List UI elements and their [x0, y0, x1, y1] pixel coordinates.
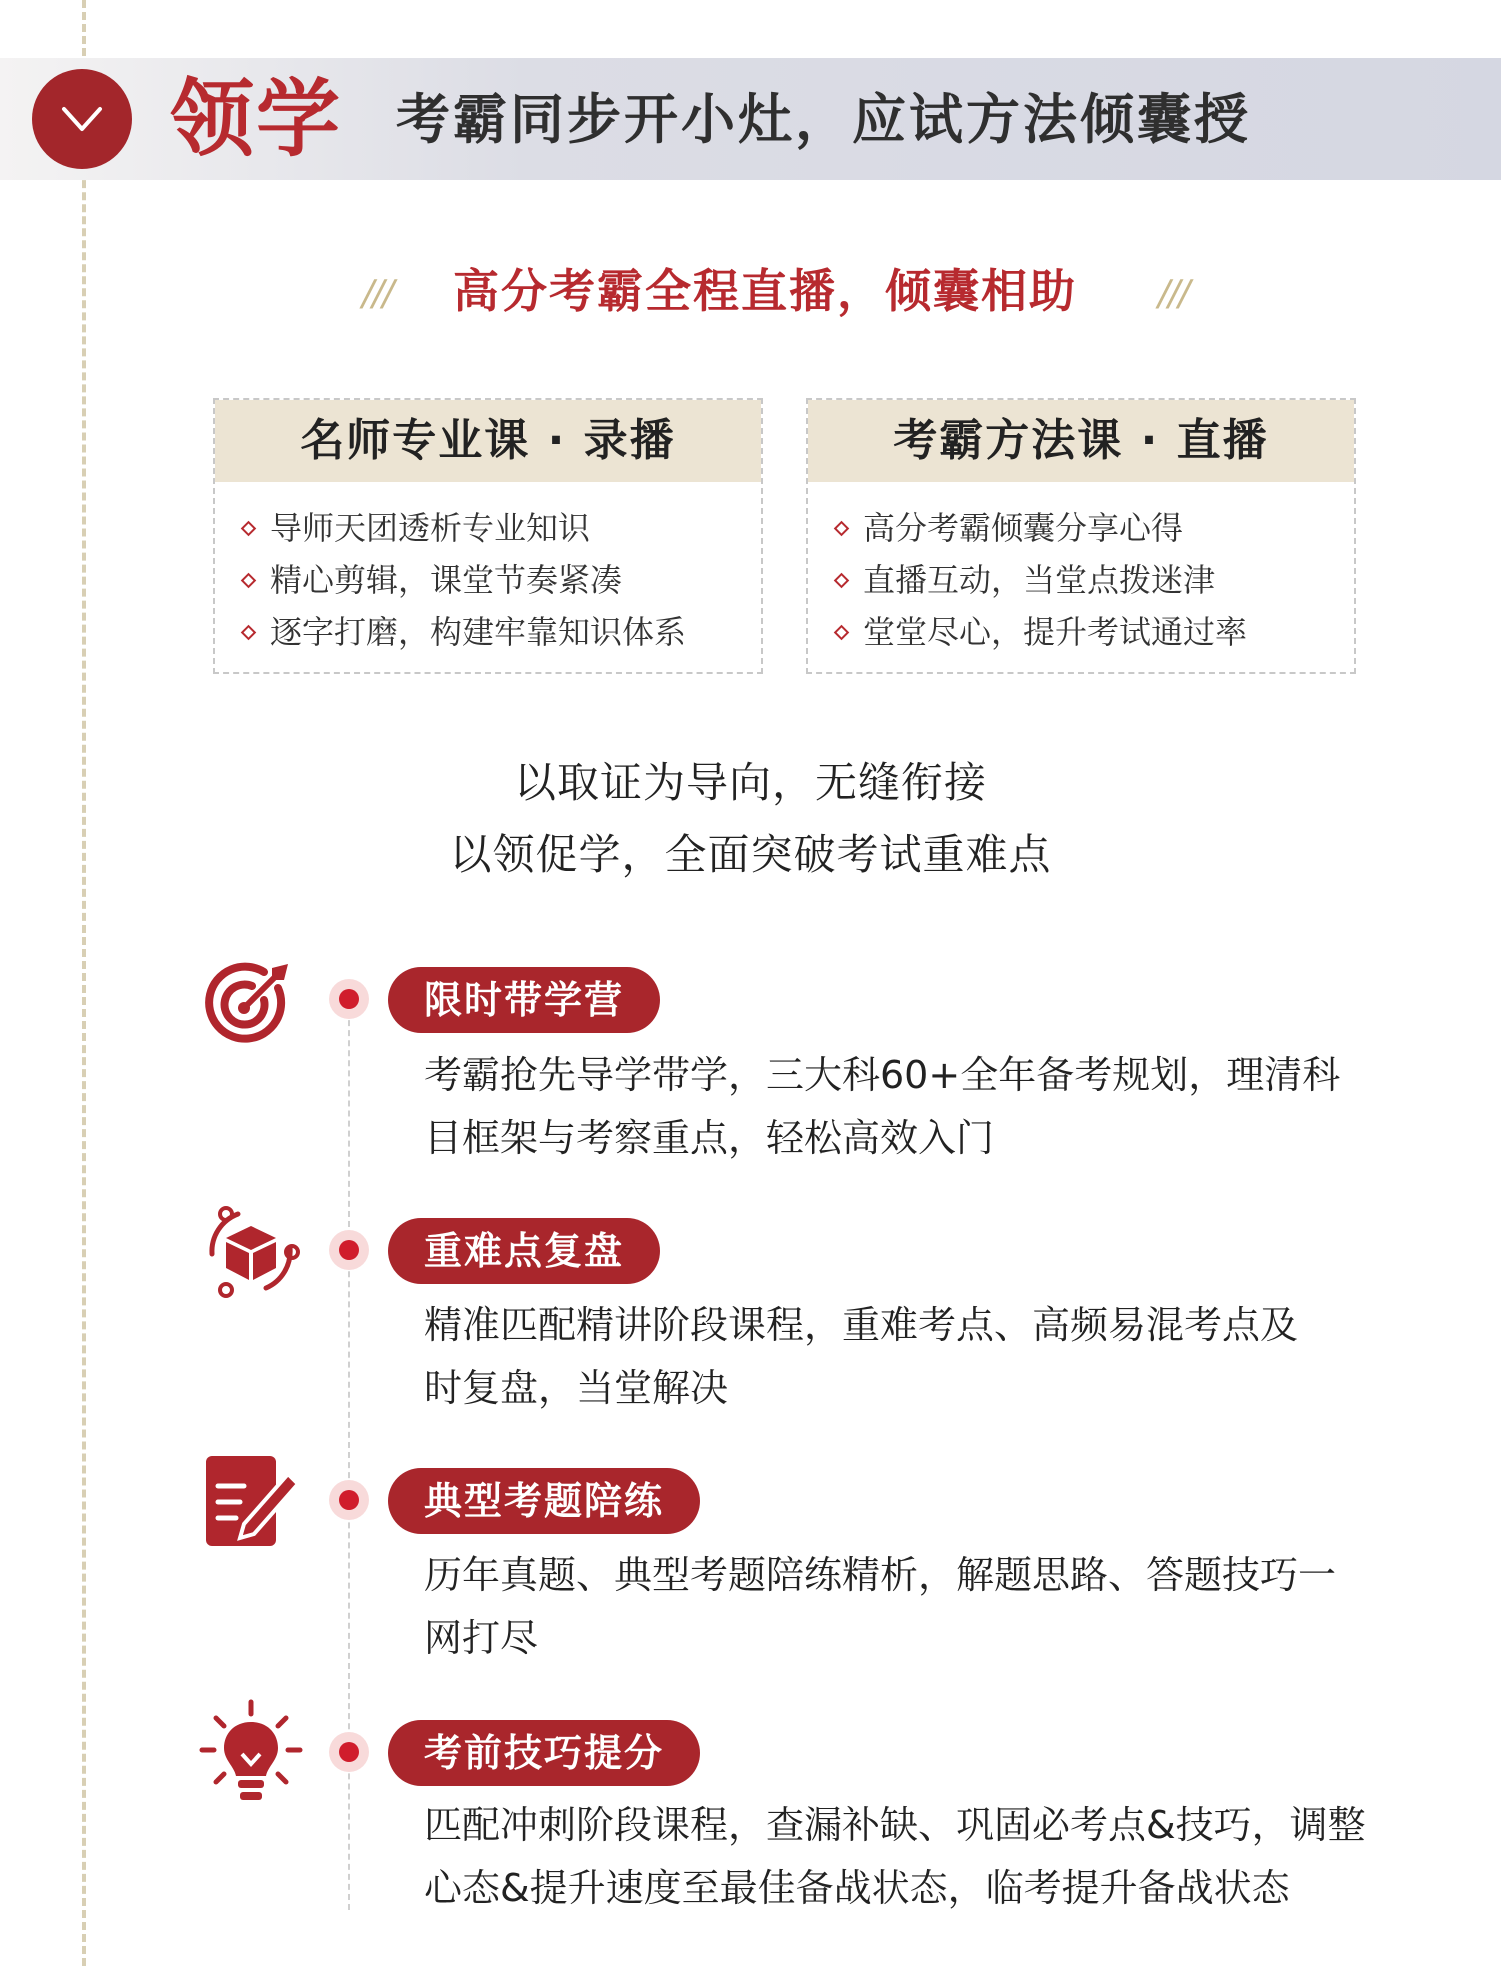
timeline-label: 重难点复盘: [388, 1218, 660, 1284]
timeline-desc-line: 精准匹配精讲阶段课程，重难考点、高频易混考点及: [424, 1303, 1299, 1347]
timeline-desc-line: 匹配冲刺阶段课程，查漏补缺、巩固必考点&技巧，调整: [424, 1803, 1366, 1847]
deco-slashes-left: ///: [362, 273, 393, 314]
section-title: 高分考霸全程直播，倾囊相助: [453, 264, 1077, 318]
deco-slashes-right: ///: [1158, 273, 1189, 314]
timeline-dot: [329, 1732, 369, 1772]
list-item: [243, 606, 761, 658]
timeline-dot: [329, 979, 369, 1019]
left-dashed-rule: [82, 0, 86, 1966]
list-item: [836, 502, 1354, 554]
timeline-desc-line: 心态&提升速度至最佳备战状态，临考提升备战状态: [424, 1866, 1290, 1910]
timeline-rule: [348, 990, 350, 1910]
cube-cycle-icon: [196, 1196, 306, 1306]
list-item: [243, 554, 761, 606]
timeline-dot: [329, 1230, 369, 1270]
timeline-desc: [424, 1544, 1404, 1670]
list-item-text: 高分考霸倾囊分享心得: [863, 509, 1184, 547]
card-title: 名师专业课 · 录播: [215, 400, 761, 482]
timeline-desc: [424, 1044, 1404, 1170]
list-item: [836, 606, 1354, 658]
diamond-bullet-icon: [241, 624, 257, 640]
chevron-down-icon: [32, 69, 132, 169]
timeline-desc-line: 时复盘，当堂解决: [424, 1366, 729, 1410]
diamond-bullet-icon: [241, 520, 257, 536]
timeline-desc-line: 历年真题、典型考题陪练精析，解题思路、答题技巧一: [424, 1553, 1337, 1597]
tagline-line-1: 以取证为导向，无缝衔接: [513, 758, 987, 807]
timeline-desc: [424, 1294, 1404, 1420]
timeline-desc-line: 考霸抢先导学带学，三大科60+全年备考规划，理清科: [424, 1053, 1341, 1097]
diamond-bullet-icon: [834, 624, 850, 640]
diamond-bullet-icon: [834, 572, 850, 588]
list-item-text: 直播互动，当堂点拨迷津: [863, 561, 1216, 599]
list-item-text: 精心剪辑，课堂节奏紧凑: [270, 561, 623, 599]
timeline-label: 限时带学营: [388, 967, 660, 1033]
list-item-text: 导师天团透析专业知识: [270, 509, 591, 547]
list-item-text: 堂堂尽心，提升考试通过率: [863, 613, 1248, 651]
timeline-desc-line: 网打尽: [424, 1616, 539, 1660]
diamond-bullet-icon: [241, 572, 257, 588]
list-item: [243, 502, 761, 554]
tagline-line-2: 以领促学，全面突破考试重难点: [449, 830, 1052, 879]
timeline-desc-line: 目框架与考察重点，轻松高效入门: [424, 1116, 995, 1160]
list-item: [836, 554, 1354, 606]
card-live: [806, 398, 1356, 674]
timeline-label: 考前技巧提分: [388, 1720, 700, 1786]
card-recorded: [213, 398, 763, 674]
timeline-label: 典型考题陪练: [388, 1468, 700, 1534]
timeline-dot: [329, 1480, 369, 1520]
document-edit-icon: [196, 1446, 306, 1556]
list-item-text: 逐字打磨，构建牢靠知识体系: [270, 613, 687, 651]
header-big-title: 领学: [170, 70, 343, 168]
target-icon: [196, 950, 306, 1060]
header-subtitle: 考霸同步开小灶，应试方法倾囊授: [396, 88, 1251, 151]
diamond-bullet-icon: [834, 520, 850, 536]
lightbulb-icon: [196, 1698, 306, 1808]
card-title: 考霸方法课 · 直播: [808, 400, 1354, 482]
timeline-desc: [424, 1794, 1404, 1920]
